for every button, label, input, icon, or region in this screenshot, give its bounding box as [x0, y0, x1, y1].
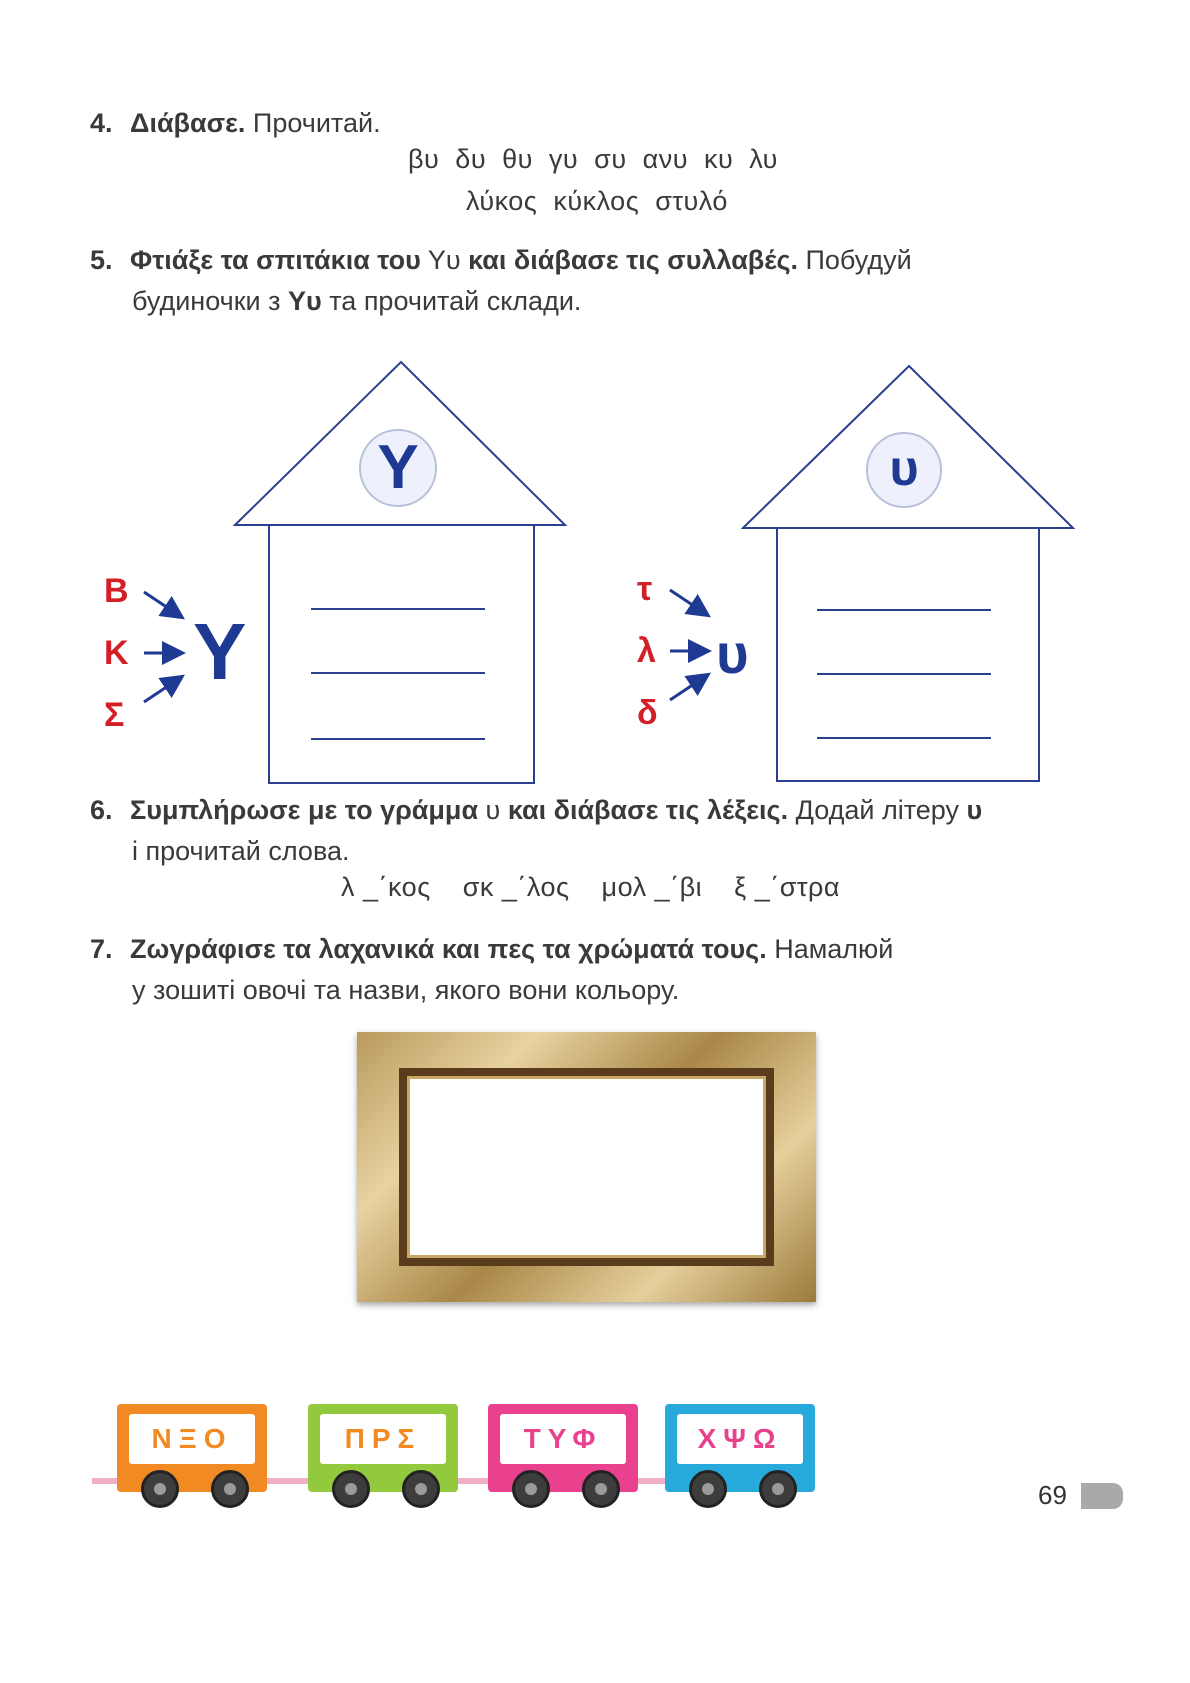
- side-letter: Κ: [104, 634, 129, 672]
- fill-words-line: λ _΄κος σκ _΄λος μολ _΄βι ξ _΄στρα: [341, 872, 841, 902]
- wheel-icon: [689, 1470, 727, 1508]
- train-wagon: [488, 1404, 638, 1492]
- wheel-icon: [141, 1470, 179, 1508]
- big-letter: υ: [716, 622, 749, 685]
- wheel-icon: [332, 1470, 370, 1508]
- task-instruction-greek: και διάβασε τις λέξεις.: [507, 795, 789, 825]
- task-number: 4.: [90, 108, 113, 138]
- syllables-line: βυ δυ θυ γυ συ ανυ κυ λυ: [408, 144, 778, 174]
- task-second-line: у зошиті овочі та назви, якого вони кольору.: [132, 975, 680, 1005]
- task-letter: υ: [478, 795, 508, 825]
- page-tab: [1081, 1483, 1123, 1509]
- arrows-left: [140, 580, 190, 710]
- roof-letter-badge: Υ: [359, 429, 437, 507]
- train-wagon: [665, 1404, 815, 1492]
- picture-frame: [357, 1032, 816, 1302]
- wagon-sign: ΠΡΣ: [320, 1414, 446, 1464]
- task-5: [90, 240, 1090, 322]
- wagon-sign: ΧΨΩ: [677, 1414, 803, 1464]
- page-number: 69: [1038, 1480, 1067, 1510]
- task-instruction-greek: Διάβασε.: [130, 108, 246, 138]
- wheel-icon: [582, 1470, 620, 1508]
- task-instruction-ukrainian: Побудуй: [798, 245, 912, 275]
- house-lowercase: [741, 364, 1076, 784]
- roof-letter-badge: υ: [866, 432, 942, 508]
- task-second-line: будиночки з Υυ та прочитай склади.: [132, 286, 582, 316]
- task-instruction-ukrainian: Додай літеру: [788, 795, 967, 825]
- arrows-right: [666, 580, 716, 710]
- wheel-icon: [759, 1470, 797, 1508]
- wagon-sign: ΤΥΦ: [500, 1414, 626, 1464]
- wagon-sign: ΝΞΟ: [129, 1414, 255, 1464]
- side-letter: Β: [104, 572, 129, 610]
- side-letter: τ: [637, 570, 653, 608]
- task-instruction-ukrainian: Намалюй: [766, 934, 894, 964]
- task-instruction-greek: Φτιάξε τα σπιτάκια του: [130, 245, 421, 275]
- wheel-icon: [512, 1470, 550, 1508]
- task-number: 6.: [90, 795, 113, 825]
- task-number: 7.: [90, 934, 113, 964]
- drawing-area[interactable]: [399, 1068, 774, 1266]
- words-line: λύκος κύκλος στυλό: [466, 186, 728, 216]
- train-wagon: [117, 1404, 267, 1492]
- wheel-icon: [402, 1470, 440, 1508]
- house-uppercase: [233, 360, 568, 786]
- side-letter: λ: [637, 632, 656, 670]
- task-letter-bold: υ: [966, 795, 983, 825]
- task-instruction-greek: Συμπλήρωσε με το γράμμα: [130, 795, 479, 825]
- train-wagon: [308, 1404, 458, 1492]
- task-second-line: і прочитай слова.: [132, 836, 350, 866]
- task-instruction-greek: και διάβασε τις συλλαβές.: [468, 245, 798, 275]
- task-instruction-ukrainian: Прочитай.: [245, 108, 381, 138]
- wheel-icon: [211, 1470, 249, 1508]
- task-number: 5.: [90, 245, 113, 275]
- big-letter: Υ: [193, 607, 247, 696]
- side-letter: Σ: [104, 696, 125, 734]
- task-instruction-greek: Ζωγράφισε τα λαχανικά και πες τα χρώματά τους.: [130, 934, 767, 964]
- task-7: [90, 929, 1090, 1011]
- task-letter: Υυ: [420, 245, 469, 275]
- side-letter: δ: [637, 694, 658, 732]
- task-6: [90, 790, 1110, 872]
- task-4: [90, 103, 381, 144]
